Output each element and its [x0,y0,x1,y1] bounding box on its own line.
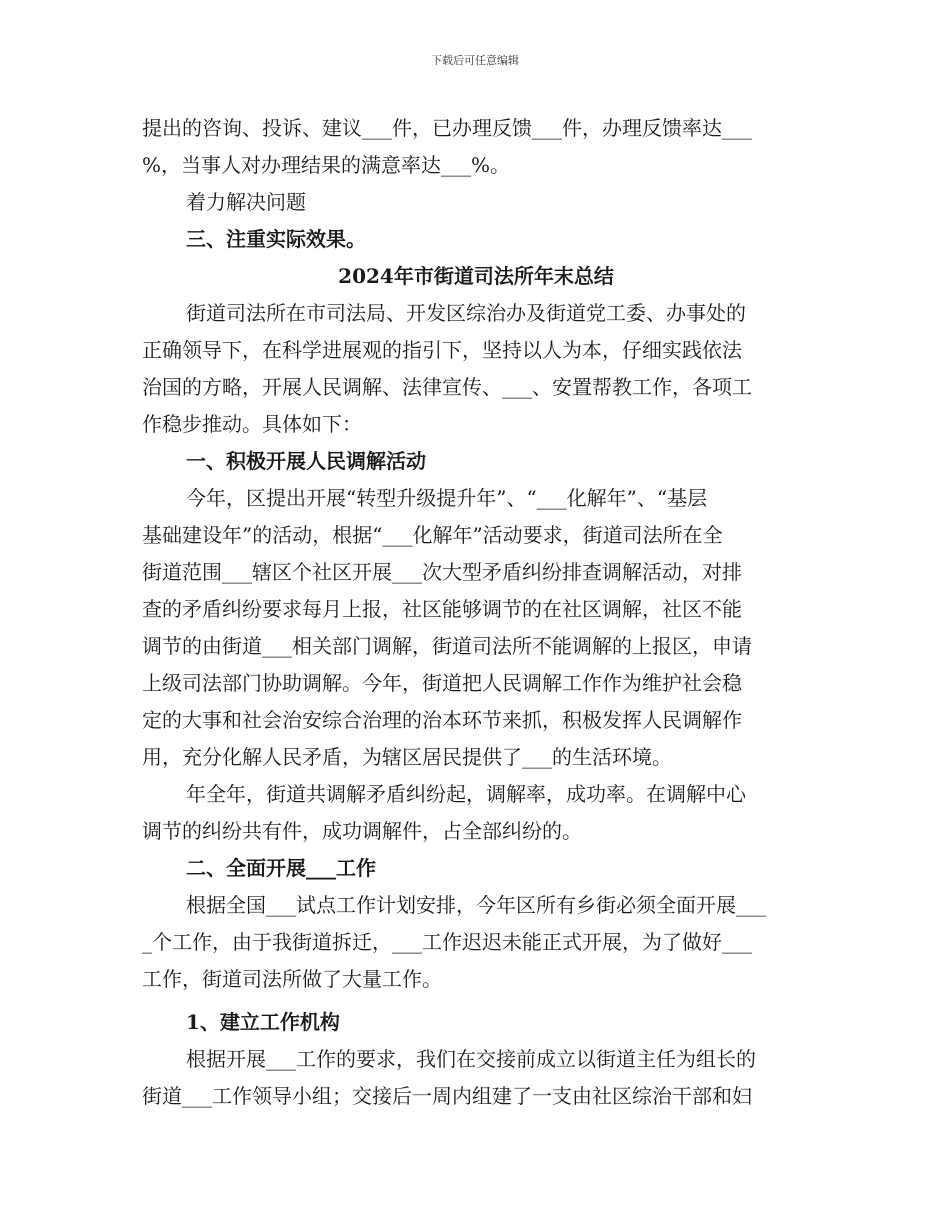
paragraph-line: 用，充分化解人民矛盾，为辖区居民提供了___的生活环境。 [142,745,672,769]
paragraph-line: 定的大事和社会治安综合治理的治本环节来抓，积极发挥人民调解作 [142,708,742,732]
paragraph-line: 调节的纠纷共有件，成功调解件，占全部纠纷的。 [142,819,582,843]
paragraph-line: 工作，街道司法所做了大量工作。 [142,967,442,991]
paragraph-line: 街道司法所在市司法局、开发区综治办及街道党工委、办事处的 [186,301,746,325]
paragraph-line: 着力解决问题 [186,190,306,214]
section-heading: 二、全面开展___工作 [186,856,376,880]
paragraph-line: 年全年，街道共调解矛盾纠纷起，调解率，成功率。在调解中心 [186,782,746,806]
paragraph-line: 查的矛盾纠纷要求每月上报，社区能够调节的在社区调解，社区不能 [142,597,742,621]
section-heading: 三、注重实际效果。 [186,227,366,251]
paragraph-line: _个工作，由于我街道拆迁，___工作迟迟未能正式开展，为了做好___ [142,930,752,954]
subsection-heading: 1、建立工作机构 [186,1010,340,1034]
paragraph-line: 正确领导下，在科学进展观的指引下，坚持以人为本，仔细实践依法 [142,338,742,362]
paragraph-line: 今年，区提出开展“转型升级提升年”、“___化解年”、“基层 [186,486,708,510]
paragraph-line: 作稳步推动。具体如下： [142,412,362,436]
paragraph-line: 街道范围___辖区个社区开展___次大型矛盾纠纷排查调解活动，对排 [142,560,742,584]
paragraph-line: 根据全国___试点工作计划安排，今年区所有乡街必须全面开展___ [186,893,766,917]
paragraph-line: 调节的由街道___相关部门调解，街道司法所不能调解的上报区，申请 [142,634,752,658]
document-title: 2024年市街道司法所年末总结 [338,264,614,288]
document-body [142,110,810,1115]
paragraph-line: 治国的方略，开展人民调解、法律宣传、___、安置帮教工作，各项工 [142,375,752,399]
paragraph-line: %，当事人对办理结果的满意率达___%。 [142,153,511,177]
paragraph-line: 提出的咨询、投诉、建议___件，已办理反馈___件，办理反馈率达___ [142,116,752,140]
section-heading: 一、积极开展人民调解活动 [186,449,426,473]
paragraph-line: 基础建设年”的活动，根据“___化解年”活动要求，街道司法所在全 [142,523,723,547]
paragraph-line: 根据开展___工作的要求，我们在交接前成立以街道主任为组长的 [186,1047,756,1071]
paragraph-line: 街道___工作领导小组；交接后一周内组建了一支由社区综治干部和妇 [142,1084,752,1108]
paragraph-line: 上级司法部门协助调解。今年，街道把人民调解工作作为维护社会稳 [142,671,742,695]
header-note: 下载后可任意编辑 [431,54,519,67]
